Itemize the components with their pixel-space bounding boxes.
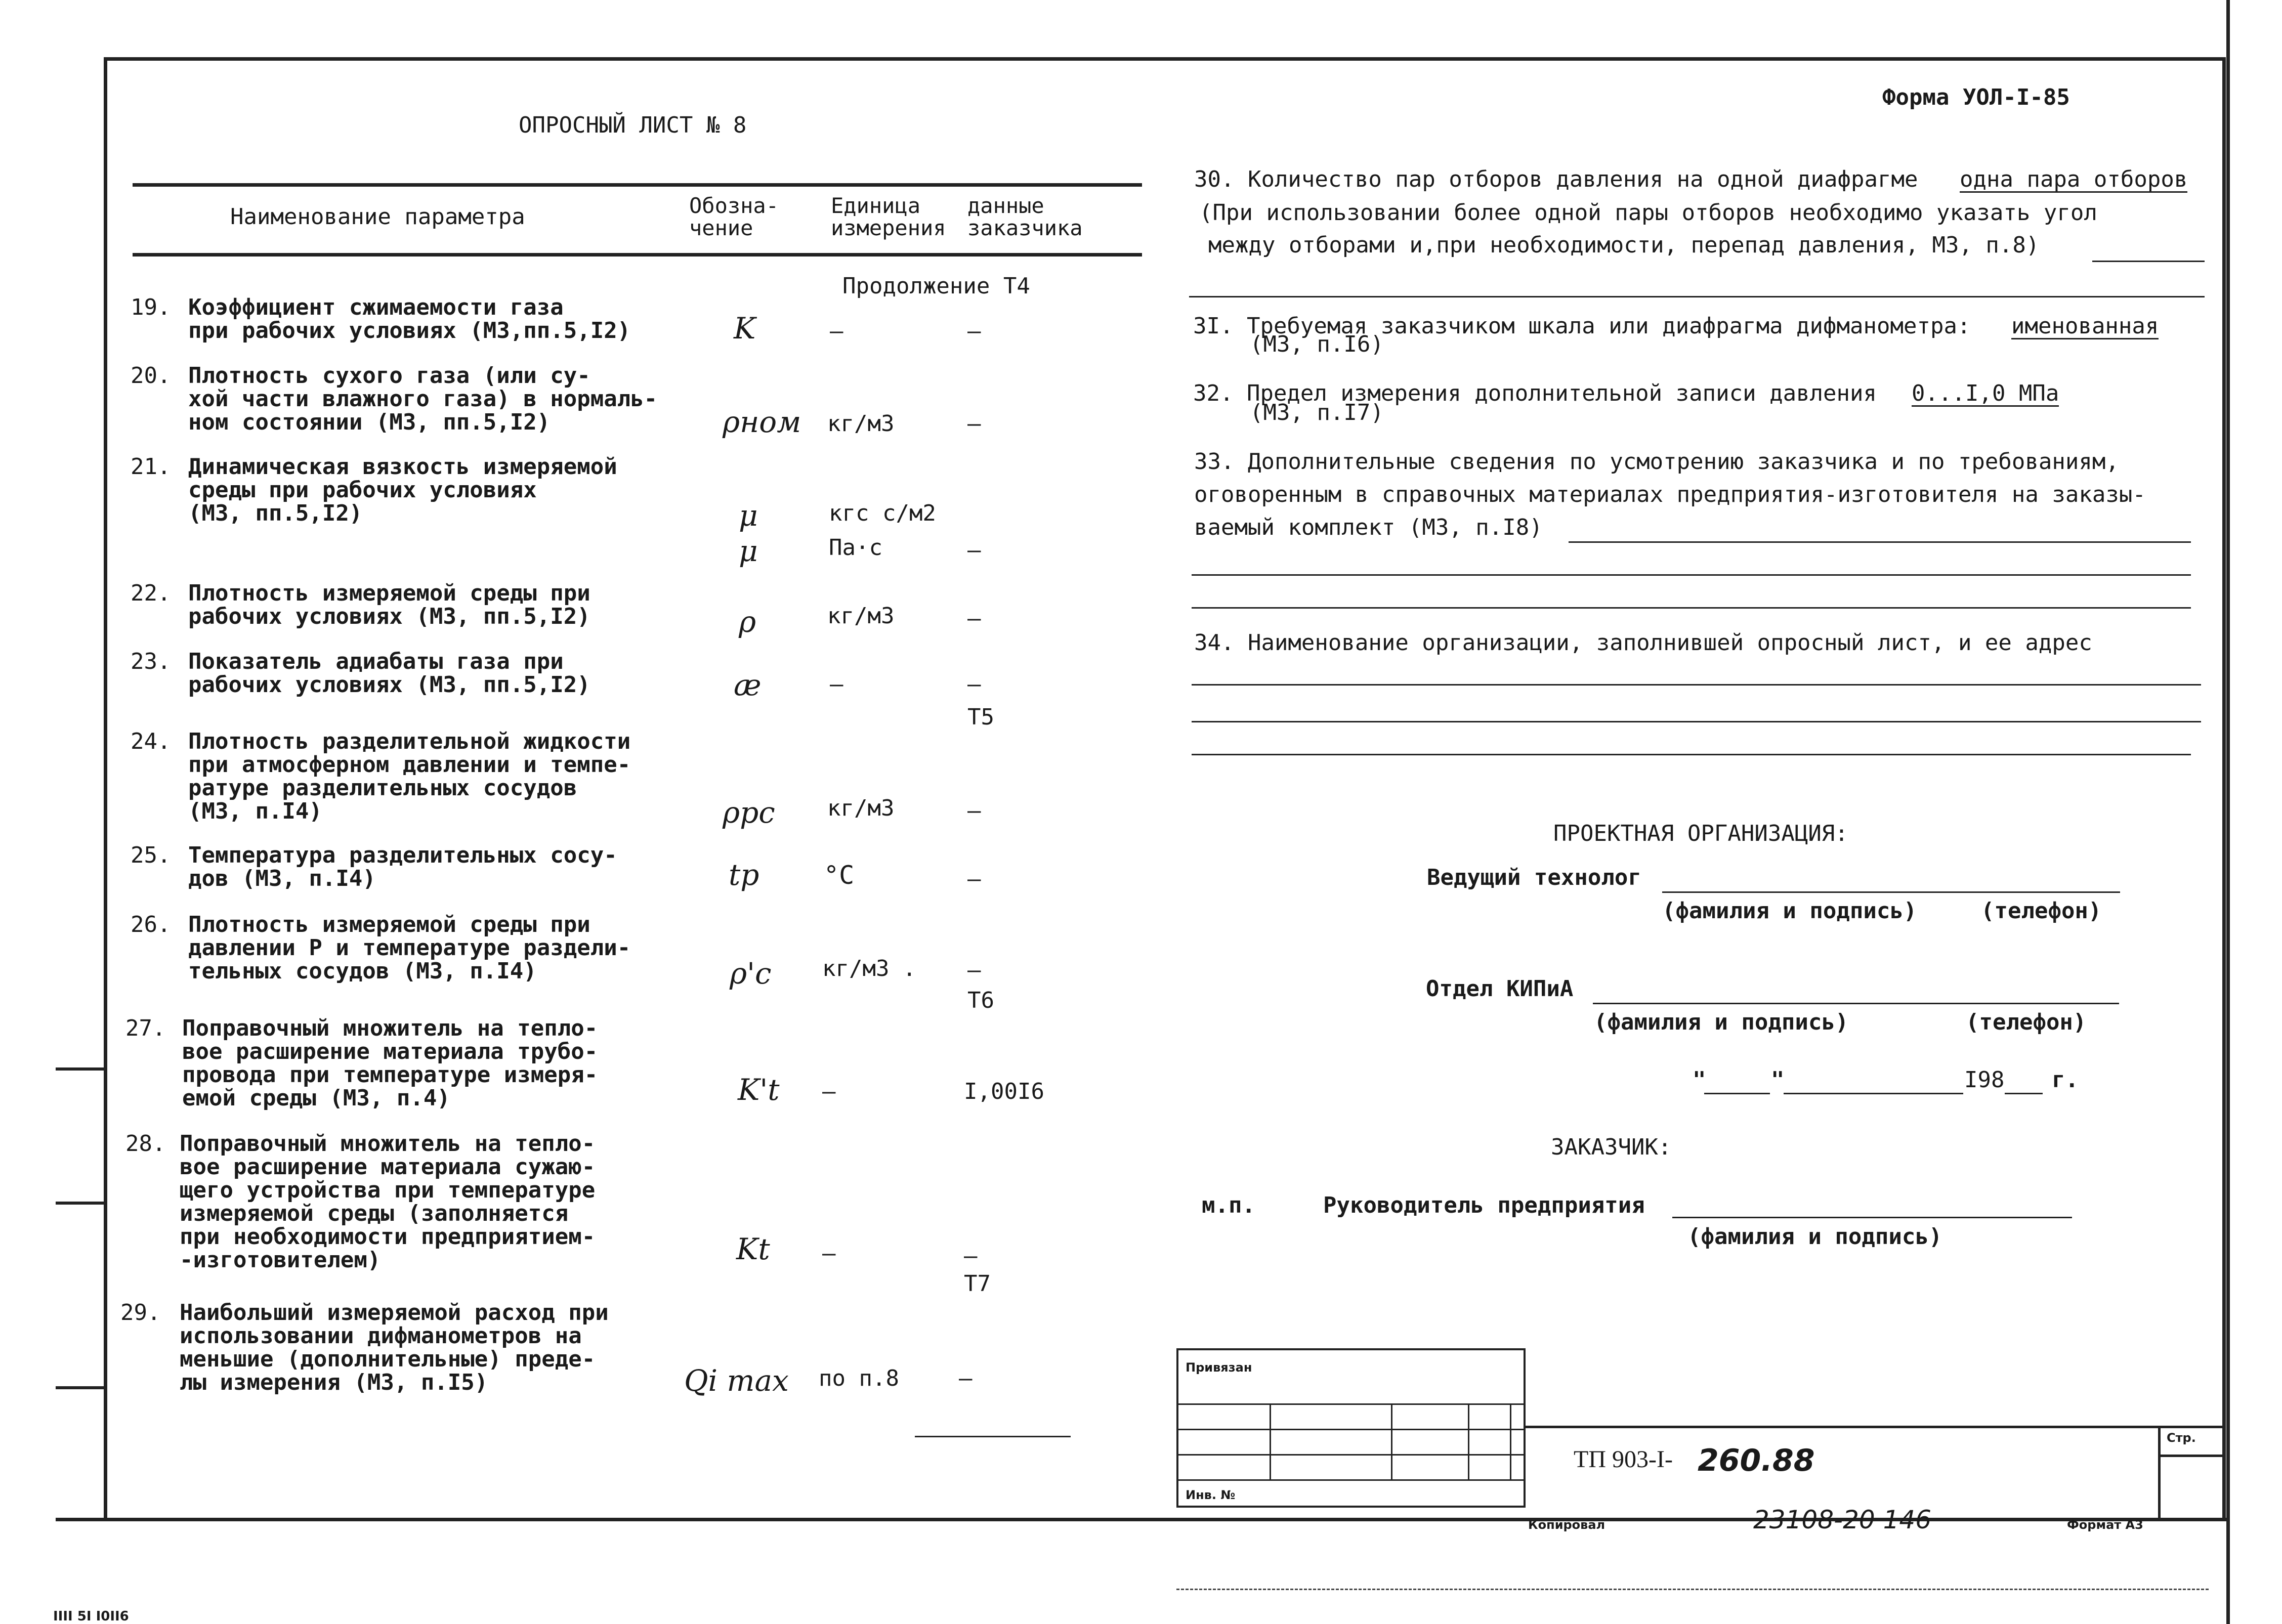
manager-line[interactable] [1672,1217,2072,1218]
row-19-unit: – [830,318,843,344]
row-22-symbol: ρ [739,605,756,639]
row-26-text: Плотность измеряемой среды при давлении Р и температуре раздели- тельных сосудов (МЗ, п.I4) [188,912,631,984]
row-28-text: Поправочный множитель на тепло- вое расширение материала сужаю- щего устройства при температуре измеряемой среды (заполняется при необходимости предприятием- -изготовителем) [180,1131,596,1273]
q32-answer[interactable]: 0...I,0 МПа [1912,380,2059,406]
stamp-col-line-3 [1468,1403,1469,1479]
row-23-value: – [967,671,981,697]
stamp-row-line-3 [1178,1454,1526,1456]
q31-line1: 3I. Требуемая заказчиком шкала или диафрагма дифманометра: [1193,313,1971,339]
row-22-value: – [967,606,981,631]
date-year-line[interactable] [2005,1093,2043,1094]
row-27-text: Поправочный множитель на тепло- вое расширение материала трубо- провода при температуре измеря- емой среды (МЗ, п.4) [182,1015,598,1111]
row-26-symbol: ρ'с [730,956,772,991]
row-24-number: 24. [131,729,171,754]
date-month-line[interactable] [1784,1093,1963,1094]
kipia-dept-line[interactable] [1593,1003,2119,1004]
inventory-number-label: Инв. № [1186,1488,1236,1502]
q33-line2: оговоренным в справочных материалах предприятия-изготовителя на заказы- [1194,482,2146,507]
row-29-symbol: Qi max [684,1363,789,1398]
continuation-note: Продолжение Т4 [842,273,1030,299]
frame-top [104,57,2224,61]
row-26-number: 26. [131,912,171,937]
q32-line1: 32. Предел измерения дополнительной записи давления [1193,380,1877,406]
q33-extra-line-1 [1192,574,2191,576]
date-close-quote: " [1771,1067,1785,1093]
q34-line-1 [1192,684,2201,686]
date-year-suffix: г. [2052,1067,2079,1093]
title-block-small-table [1176,1348,1526,1508]
column-header-data: данные заказчика [967,193,1083,240]
customer-heading: ЗАКАЗЧИК: [1551,1134,1672,1160]
stamp-col-line-2 [1391,1403,1392,1479]
row-25-unit: °С [824,861,855,890]
kipia-phone-caption: (телефон) [1966,1009,2087,1035]
row-29-number: 29. [120,1300,161,1326]
row-28-note: Т7 [964,1271,991,1297]
row-23-symbol: æ [734,668,762,702]
binding-tick [56,1202,104,1205]
row-24-text: Плотность разделительной жидкости при атмосферном давлении и темпе- ратуре разделительных сосудов (МЗ, п.I4) [188,729,631,824]
copied-by-label: Копировал [1528,1518,1605,1532]
row-23-text: Показатель адиабаты газа при рабочих условиях (МЗ, пп.5,I2) [188,649,590,698]
row-22-unit: кг/м3 [827,603,895,629]
page-label: Стр. [2167,1431,2196,1445]
row-29-value: – [959,1365,973,1391]
stamp-row-line-2 [1178,1429,1526,1430]
row-28-value: – [964,1243,978,1269]
stamp-col-line-4 [1510,1403,1511,1479]
doc-block-top [1526,1426,2224,1428]
date-day-line[interactable] [1704,1093,1770,1094]
q30-line2: (При использовании более одной пары отборов необходимо указать угол [1199,200,2097,226]
row-20-unit: кг/м3 [827,411,895,437]
column-header-name: Наименование параметра [230,204,525,230]
stamp-row-line-4 [1178,1479,1526,1481]
row-29-underline [915,1436,1071,1437]
row-21-symbol: μ [739,498,758,533]
binding-tick [56,1386,104,1389]
q33-answer-line [1569,541,2191,543]
row-20-text: Плотность сухого газа (или су- хой части влажного газа) в нормаль- ном состоянии (МЗ, пп.5,I2) [188,363,658,435]
row-28-number: 28. [125,1131,166,1157]
row-27-unit: – [822,1079,836,1104]
row-25-text: Температура разделительных сосу- дов (МЗ, п.I4) [188,842,617,891]
document-code-handwritten: 260.88 [1698,1443,1815,1478]
row-19-number: 19. [131,294,171,320]
stamp-place-label: м.п. [1202,1192,1255,1218]
q33-line1: 33. Дополнительные сведения по усмотрению заказчика и по требованиям, [1194,449,2119,475]
q34-text: 34. Наименование организации, заполнившей опросный лист, и ее адрес [1194,630,2092,656]
frame-left [104,57,107,1518]
binding-edge [2226,0,2230,1624]
row-20-value: – [967,411,981,437]
column-header-unit: Единица измерения [831,193,946,240]
date-year: I98 [1964,1067,2005,1093]
q30-prefix: 30. Количество пар отборов давления на одной диафрагме [1194,166,1918,192]
table-header-bottom-rule [133,253,1142,257]
margin-code: IIII 5I I0II6 [53,1609,129,1624]
stamp-col-line-1 [1270,1403,1271,1479]
row-21-value: – [967,537,981,563]
q30-answer[interactable]: одна пара отборов [1960,166,2188,192]
q34-line-3 [1192,754,2191,755]
lead-tech-sign-caption: (фамилия и подпись) [1662,898,1917,924]
page-cell-divider [2158,1455,2224,1457]
row-19-value: – [967,318,981,344]
row-27-symbol: K't [738,1073,780,1107]
row-28-symbol: Kt [736,1232,770,1266]
row-20-symbol: ρном [723,405,801,439]
q30-extra-line [1189,296,2205,297]
row-25-number: 25. [131,842,171,868]
lead-technologist-line[interactable] [1662,891,2120,893]
archive-number: 23108-20 146 [1753,1505,1932,1534]
row-24-symbol: ρрс [723,795,775,830]
sheet-title: ОПРОСНЫЙ ЛИСТ № 8 [519,112,747,138]
q31-answer[interactable]: именованная [2011,313,2159,339]
row-19-text: Коэффициент сжимаемости газа при рабочих условиях (МЗ,пп.5,I2) [188,294,631,344]
frame-right [2222,57,2226,1518]
row-26-unit: кг/м3 . [822,956,916,981]
row-21-symbol-si: μ [739,534,758,568]
row-25-value: – [967,866,981,892]
row-23-unit: – [830,671,843,697]
stamp-row-line-1 [1178,1403,1526,1405]
q30-answer-line [2092,261,2205,262]
row-21-text: Динамическая вязкость измеряемой среды при рабочих условиях (МЗ, пп.5,I2) [188,454,617,526]
row-29-text: Наибольший измеряемой расход при использовании дифманометров на меньшие (дополнительные) преде- лы измерения (МЗ, п.I5) [180,1300,609,1395]
document-code-prefix: ТП 903-I- [1574,1446,1673,1473]
column-header-symbol: Обозна- чение [689,193,779,240]
row-25-symbol: tр [729,858,759,892]
row-22-number: 22. [131,580,171,606]
manager-label: Руководитель предприятия [1323,1192,1645,1218]
kipia-sign-caption: (фамилия и подпись) [1594,1009,1849,1035]
date-open-quote: " [1693,1067,1706,1093]
project-org-heading: ПРОЕКТНАЯ ОРГАНИЗАЦИЯ: [1553,821,1848,846]
row-21-number: 21. [131,454,171,480]
binding-tick [56,1067,104,1071]
q32-line2: (МЗ, п.I7) [1250,400,1384,425]
row-21-unit: кгс с/м2 [829,500,936,526]
manager-sign-caption: (фамилия и подпись) [1687,1224,1942,1250]
row-24-unit: кг/м3 [827,795,895,821]
attached-label: Привязан [1186,1360,1252,1375]
bottom-dashed-line [1176,1589,2209,1590]
row-23-note: Т5 [967,704,994,730]
row-27-number: 27. [125,1015,166,1041]
row-29-unit: по п.8 [819,1365,899,1391]
row-26-value: – [967,957,981,983]
q31-line2: (МЗ, п.I6) [1250,331,1384,357]
row-22-text: Плотность измеряемой среды при рабочих условиях (МЗ, пп.5,I2) [188,580,590,629]
row-21-unit-si: Па·с [829,535,882,561]
row-24-value: – [967,798,981,824]
lead-technologist-label: Ведущий технолог [1427,865,1641,890]
kipia-dept-label: Отдел КИПиА [1426,976,1574,1002]
q33-extra-line-2 [1192,607,2191,609]
q34-line-2 [1192,721,2201,722]
doc-block-divider [2158,1426,2161,1518]
q30-line3: между отборами и,при необходимости, перепад давления, МЗ, п.8) [1208,232,2040,258]
row-28-unit: – [822,1241,836,1266]
row-19-symbol: K [734,311,756,346]
row-23-number: 23. [131,649,171,674]
paper-format-label: Формат А3 [2067,1518,2143,1532]
form-code: Форма УОЛ-I-85 [1882,84,2070,110]
table-header-top-rule [133,183,1142,187]
q33-line3: ваемый комплект (МЗ, п.I8) [1194,515,1543,540]
row-26-note: Т6 [967,988,994,1013]
row-20-number: 20. [131,363,171,389]
lead-tech-phone-caption: (телефон) [1981,898,2102,924]
row-27-value: I,00I6 [964,1079,1044,1104]
